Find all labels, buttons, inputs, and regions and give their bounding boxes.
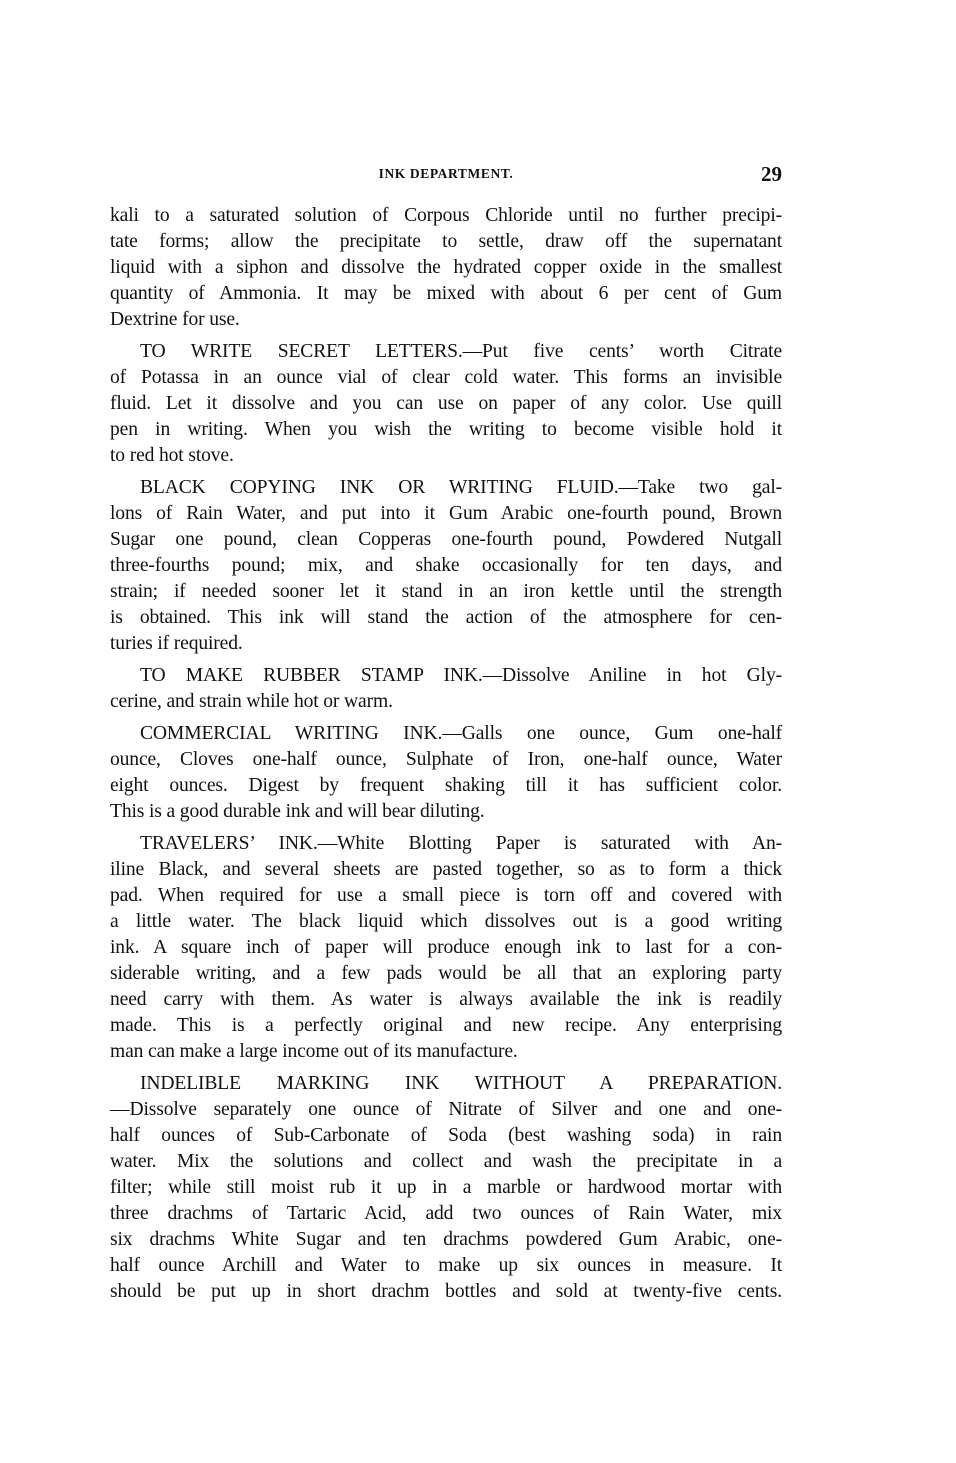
- paragraph: [110, 831, 782, 1065]
- text-line: half ounce Archill and Water to make up six ounces in measure. It: [110, 1255, 782, 1276]
- paragraph: [110, 339, 782, 469]
- text-line: three drachms of Tartaric Acid, add two ounces of Rain Water, mix: [110, 1203, 782, 1224]
- text-line: filter; while still moist rub it up in a marble or hardwood mortar with: [110, 1177, 782, 1198]
- text-line: kali to a saturated solution of Corpous Chloride until no further precipi-: [110, 205, 782, 226]
- paragraph: [110, 203, 782, 333]
- text-line: a little water. The black liquid which dissolves out is a good writing: [110, 911, 782, 932]
- text-line: —Dissolve separately one ounce of Nitrate of Silver and one and one-: [110, 1099, 782, 1120]
- text-line: iline Black, and several sheets are pasted together, so as to form a thick: [110, 859, 782, 880]
- text-line: three-fourths pound; mix, and shake occasionally for ten days, and: [110, 555, 782, 576]
- text-line: quantity of Ammonia. It may be mixed with about 6 per cent of Gum: [110, 283, 782, 304]
- text-line: is obtained. This ink will stand the action of the atmosphere for cen-: [110, 607, 782, 628]
- text-line: lons of Rain Water, and put into it Gum Arabic one-fourth pound, Brown: [110, 503, 782, 524]
- text-line: ink. A square inch of paper will produce enough ink to last for a con-: [110, 937, 782, 958]
- text-line: strain; if needed sooner let it stand in an iron kettle until the strength: [110, 581, 782, 602]
- text-line: Dextrine for use.: [110, 309, 240, 330]
- text-line: to red hot stove.: [110, 445, 234, 466]
- paragraph: [110, 1071, 782, 1305]
- text-line: siderable writing, and a few pads would be all that an exploring party: [110, 963, 782, 984]
- text-line: liquid with a siphon and dissolve the hydrated copper oxide in the smallest: [110, 257, 782, 278]
- text-line: fluid. Let it dissolve and you can use on paper of any color. Use quill: [110, 393, 782, 414]
- text-line: COMMERCIAL WRITING INK.—Galls one ounce, Gum one-half: [140, 723, 782, 744]
- text-line: This is a good durable ink and will bear diluting.: [110, 801, 485, 822]
- text-line: man can make a large income out of its manufacture.: [110, 1041, 518, 1062]
- page-number: 29: [761, 162, 782, 186]
- text-line: should be put up in short drachm bottles and sold at twenty-five cents.: [110, 1281, 782, 1302]
- text-line: made. This is a perfectly original and new recipe. Any enterprising: [110, 1015, 782, 1036]
- text-line: pen in writing. When you wish the writing to become visible hold it: [110, 419, 782, 440]
- text-line: half ounces of Sub-Carbonate of Soda (best washing soda) in rain: [110, 1125, 782, 1146]
- running-head-title: INK DEPARTMENT.: [378, 166, 514, 181]
- text-line: cerine, and strain while hot or warm.: [110, 691, 393, 712]
- text-line: BLACK COPYING INK OR WRITING FLUID.—Take two gal-: [140, 477, 782, 498]
- text-line: TRAVELERS’ INK.—White Blotting Paper is saturated with An-: [140, 833, 782, 854]
- text-line: TO WRITE SECRET LETTERS.—Put five cents’ worth Citrate: [140, 341, 782, 362]
- text-line: INDELIBLE MARKING INK WITHOUT A PREPARATION.: [140, 1073, 782, 1094]
- text-line: ounce, Cloves one-half ounce, Sulphate of Iron, one-half ounce, Water: [110, 749, 782, 770]
- text-line: Sugar one pound, clean Copperas one-fourth pound, Powdered Nutgall: [110, 529, 782, 550]
- paragraph: [110, 475, 782, 657]
- text-line: pad. When required for use a small piece is torn off and covered with: [110, 885, 782, 906]
- paragraph: [110, 663, 782, 715]
- text-line: TO MAKE RUBBER STAMP INK.—Dissolve Aniline in hot Gly-: [140, 665, 782, 686]
- text-line: tate forms; allow the precipitate to settle, draw off the supernatant: [110, 231, 782, 252]
- text-line: need carry with them. As water is always available the ink is readily: [110, 989, 782, 1010]
- text-line: turies if required.: [110, 633, 243, 654]
- running-head: [110, 162, 782, 186]
- text-line: eight ounces. Digest by frequent shaking till it has sufficient color.: [110, 775, 782, 796]
- text-line: six drachms White Sugar and ten drachms powdered Gum Arabic, one-: [110, 1229, 782, 1250]
- text-line: water. Mix the solutions and collect and wash the precipitate in a: [110, 1151, 782, 1172]
- paragraph: [110, 721, 782, 825]
- text-line: of Potassa in an ounce vial of clear cold water. This forms an invisible: [110, 367, 782, 388]
- body-text: [110, 203, 782, 1311]
